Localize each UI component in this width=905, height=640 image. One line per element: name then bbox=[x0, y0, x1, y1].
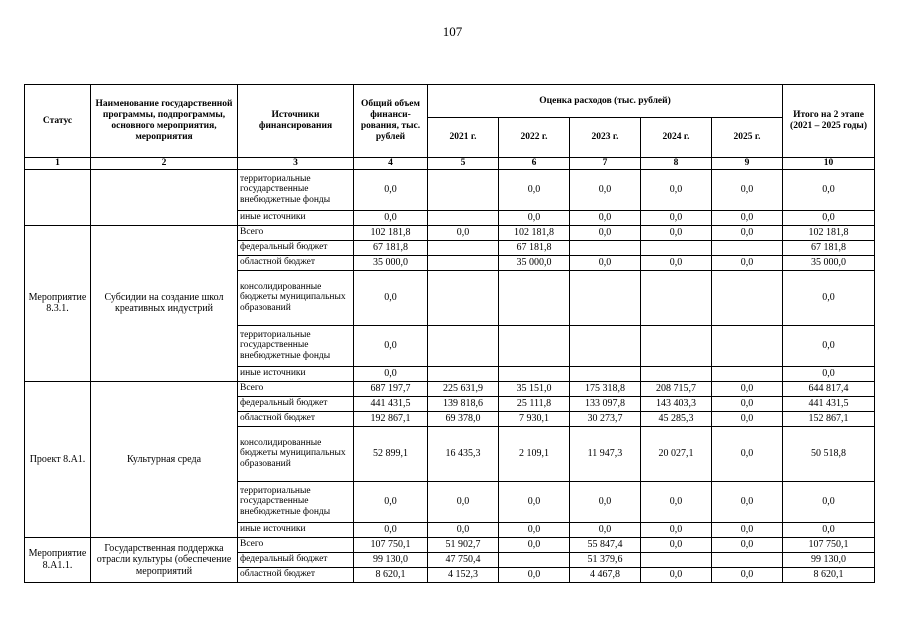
value-cell: 139 818,6 bbox=[428, 396, 499, 411]
value-cell: 35 000,0 bbox=[783, 255, 875, 270]
value-cell: 0,0 bbox=[712, 426, 783, 481]
value-cell: 0,0 bbox=[712, 481, 783, 522]
value-cell bbox=[712, 366, 783, 381]
header-year: 2021 г. bbox=[428, 118, 499, 158]
value-cell: 0,0 bbox=[499, 567, 570, 582]
value-cell: 0,0 bbox=[570, 210, 641, 225]
value-cell: 0,0 bbox=[354, 522, 428, 537]
table-row bbox=[25, 537, 875, 552]
column-number: 6 bbox=[499, 158, 570, 170]
value-cell bbox=[428, 240, 499, 255]
header-year: 2023 г. bbox=[570, 118, 641, 158]
source-cell: консолидированные бюджеты муниципальных образований bbox=[238, 426, 354, 481]
column-number: 2 bbox=[91, 158, 238, 170]
value-cell: 67 181,8 bbox=[354, 240, 428, 255]
value-cell bbox=[499, 552, 570, 567]
source-cell: областной бюджет bbox=[238, 411, 354, 426]
value-cell: 0,0 bbox=[499, 210, 570, 225]
value-cell: 441 431,5 bbox=[783, 396, 875, 411]
source-cell: иные источники bbox=[238, 366, 354, 381]
source-cell: территориальные государственные внебюджетные фонды bbox=[238, 325, 354, 366]
value-cell bbox=[428, 210, 499, 225]
value-cell bbox=[570, 325, 641, 366]
header-total: Общий объем финанси-рования, тыс. рублей bbox=[354, 85, 428, 158]
value-cell: 55 847,4 bbox=[570, 537, 641, 552]
value-cell bbox=[641, 552, 712, 567]
value-cell: 0,0 bbox=[641, 225, 712, 240]
value-cell bbox=[499, 270, 570, 325]
header-year: 2024 г. bbox=[641, 118, 712, 158]
value-cell: 687 197,7 bbox=[354, 381, 428, 396]
value-cell: 0,0 bbox=[641, 255, 712, 270]
value-cell: 4 152,3 bbox=[428, 567, 499, 582]
column-numbers-row bbox=[25, 158, 875, 170]
value-cell bbox=[712, 240, 783, 255]
value-cell: 8 620,1 bbox=[354, 567, 428, 582]
name-cell: Субсидии на создание школ креативных индустрий bbox=[91, 225, 238, 381]
value-cell: 0,0 bbox=[570, 255, 641, 270]
value-cell: 99 130,0 bbox=[354, 552, 428, 567]
value-cell: 67 181,8 bbox=[499, 240, 570, 255]
value-cell: 0,0 bbox=[783, 169, 875, 210]
value-cell: 175 318,8 bbox=[570, 381, 641, 396]
header-stage-total: Итого на 2 этапе (2021 – 2025 годы) bbox=[783, 85, 875, 158]
value-cell: 208 715,7 bbox=[641, 381, 712, 396]
value-cell: 0,0 bbox=[712, 522, 783, 537]
column-number: 5 bbox=[428, 158, 499, 170]
value-cell: 69 378,0 bbox=[428, 411, 499, 426]
value-cell: 0,0 bbox=[783, 522, 875, 537]
value-cell: 0,0 bbox=[570, 522, 641, 537]
column-number: 9 bbox=[712, 158, 783, 170]
value-cell: 0,0 bbox=[712, 396, 783, 411]
page-number: 107 bbox=[442, 24, 463, 39]
column-number: 3 bbox=[238, 158, 354, 170]
value-cell: 0,0 bbox=[499, 537, 570, 552]
source-cell: иные источники bbox=[238, 210, 354, 225]
name-cell: Государственная поддержка отрасли культуры (обеспечение мероприятий bbox=[91, 537, 238, 582]
value-cell bbox=[712, 552, 783, 567]
status-cell: Проект 8.А1. bbox=[25, 381, 91, 537]
value-cell: 11 947,3 bbox=[570, 426, 641, 481]
value-cell: 0,0 bbox=[354, 366, 428, 381]
source-cell: территориальные государственные внебюджетные фонды bbox=[238, 481, 354, 522]
column-number: 10 bbox=[783, 158, 875, 170]
value-cell: 0,0 bbox=[499, 481, 570, 522]
value-cell: 0,0 bbox=[712, 411, 783, 426]
value-cell: 2 109,1 bbox=[499, 426, 570, 481]
value-cell: 441 431,5 bbox=[354, 396, 428, 411]
value-cell: 45 285,3 bbox=[641, 411, 712, 426]
budget-table bbox=[24, 84, 875, 583]
value-cell bbox=[499, 325, 570, 366]
value-cell: 7 930,1 bbox=[499, 411, 570, 426]
header-year: 2025 г. bbox=[712, 118, 783, 158]
value-cell: 0,0 bbox=[712, 225, 783, 240]
source-cell: территориальные государственные внебюджетные фонды bbox=[238, 169, 354, 210]
value-cell: 0,0 bbox=[641, 481, 712, 522]
value-cell: 0,0 bbox=[783, 325, 875, 366]
value-cell: 0,0 bbox=[354, 481, 428, 522]
header-year: 2022 г. bbox=[499, 118, 570, 158]
value-cell: 35 000,0 bbox=[354, 255, 428, 270]
value-cell: 25 111,8 bbox=[499, 396, 570, 411]
value-cell bbox=[641, 240, 712, 255]
column-number: 7 bbox=[570, 158, 641, 170]
value-cell: 0,0 bbox=[570, 169, 641, 210]
value-cell: 0,0 bbox=[783, 270, 875, 325]
value-cell: 0,0 bbox=[712, 567, 783, 582]
value-cell: 35 000,0 bbox=[499, 255, 570, 270]
value-cell: 0,0 bbox=[428, 225, 499, 240]
value-cell: 0,0 bbox=[783, 366, 875, 381]
header-estimate: Оценка расходов (тыс. рублей) bbox=[428, 85, 783, 118]
source-cell: Всего bbox=[238, 381, 354, 396]
source-cell: Всего bbox=[238, 537, 354, 552]
value-cell: 107 750,1 bbox=[783, 537, 875, 552]
value-cell: 0,0 bbox=[712, 169, 783, 210]
value-cell bbox=[428, 255, 499, 270]
source-cell: областной бюджет bbox=[238, 255, 354, 270]
value-cell bbox=[641, 366, 712, 381]
source-cell: Всего bbox=[238, 225, 354, 240]
value-cell: 8 620,1 bbox=[783, 567, 875, 582]
value-cell: 102 181,8 bbox=[783, 225, 875, 240]
value-cell bbox=[499, 366, 570, 381]
table-row bbox=[25, 381, 875, 396]
value-cell: 0,0 bbox=[712, 537, 783, 552]
value-cell: 0,0 bbox=[641, 210, 712, 225]
value-cell: 50 518,8 bbox=[783, 426, 875, 481]
value-cell: 35 151,0 bbox=[499, 381, 570, 396]
status-cell: Мероприятие 8.3.1. bbox=[25, 225, 91, 381]
source-cell: федеральный бюджет bbox=[238, 552, 354, 567]
value-cell: 192 867,1 bbox=[354, 411, 428, 426]
value-cell bbox=[428, 270, 499, 325]
value-cell bbox=[641, 325, 712, 366]
value-cell: 0,0 bbox=[783, 210, 875, 225]
value-cell: 152 867,1 bbox=[783, 411, 875, 426]
value-cell: 0,0 bbox=[783, 481, 875, 522]
value-cell bbox=[712, 270, 783, 325]
column-number: 8 bbox=[641, 158, 712, 170]
value-cell: 0,0 bbox=[641, 169, 712, 210]
value-cell: 16 435,3 bbox=[428, 426, 499, 481]
value-cell: 20 027,1 bbox=[641, 426, 712, 481]
table-row bbox=[25, 225, 875, 240]
value-cell: 51 902,7 bbox=[428, 537, 499, 552]
value-cell: 0,0 bbox=[499, 169, 570, 210]
value-cell bbox=[570, 240, 641, 255]
column-number: 1 bbox=[25, 158, 91, 170]
value-cell: 133 097,8 bbox=[570, 396, 641, 411]
name-cell: Культурная среда bbox=[91, 381, 238, 537]
value-cell: 0,0 bbox=[354, 325, 428, 366]
value-cell: 0,0 bbox=[354, 210, 428, 225]
table-row bbox=[25, 169, 875, 210]
value-cell bbox=[570, 270, 641, 325]
value-cell: 644 817,4 bbox=[783, 381, 875, 396]
header-sources: Источники финансирования bbox=[238, 85, 354, 158]
name-cell bbox=[91, 169, 238, 225]
value-cell: 0,0 bbox=[641, 567, 712, 582]
table-body bbox=[25, 169, 875, 582]
value-cell bbox=[570, 366, 641, 381]
value-cell: 0,0 bbox=[641, 522, 712, 537]
value-cell bbox=[428, 325, 499, 366]
value-cell: 51 379,6 bbox=[570, 552, 641, 567]
value-cell: 102 181,8 bbox=[354, 225, 428, 240]
status-cell bbox=[25, 169, 91, 225]
status-cell: Мероприятие 8.А1.1. bbox=[25, 537, 91, 582]
value-cell: 0,0 bbox=[354, 270, 428, 325]
value-cell: 47 750,4 bbox=[428, 552, 499, 567]
value-cell: 0,0 bbox=[570, 225, 641, 240]
value-cell: 0,0 bbox=[354, 169, 428, 210]
value-cell: 0,0 bbox=[712, 381, 783, 396]
value-cell: 0,0 bbox=[712, 210, 783, 225]
value-cell bbox=[428, 366, 499, 381]
column-number: 4 bbox=[354, 158, 428, 170]
value-cell: 0,0 bbox=[428, 522, 499, 537]
value-cell: 0,0 bbox=[499, 522, 570, 537]
source-cell: иные источники bbox=[238, 522, 354, 537]
value-cell: 225 631,9 bbox=[428, 381, 499, 396]
header-name: Наименование государственной программы, подпрограммы, основного мероприятия, мероприятия bbox=[91, 85, 238, 158]
value-cell: 4 467,8 bbox=[570, 567, 641, 582]
value-cell bbox=[712, 325, 783, 366]
source-cell: консолидированные бюджеты муниципальных образований bbox=[238, 270, 354, 325]
value-cell: 99 130,0 bbox=[783, 552, 875, 567]
source-cell: федеральный бюджет bbox=[238, 396, 354, 411]
value-cell: 143 403,3 bbox=[641, 396, 712, 411]
value-cell bbox=[428, 169, 499, 210]
source-cell: областной бюджет bbox=[238, 567, 354, 582]
value-cell: 0,0 bbox=[570, 481, 641, 522]
value-cell: 102 181,8 bbox=[499, 225, 570, 240]
value-cell: 107 750,1 bbox=[354, 537, 428, 552]
value-cell: 0,0 bbox=[712, 255, 783, 270]
header-status: Статус bbox=[25, 85, 91, 158]
value-cell: 0,0 bbox=[641, 537, 712, 552]
value-cell: 30 273,7 bbox=[570, 411, 641, 426]
value-cell: 0,0 bbox=[428, 481, 499, 522]
value-cell bbox=[641, 270, 712, 325]
source-cell: федеральный бюджет bbox=[238, 240, 354, 255]
value-cell: 52 899,1 bbox=[354, 426, 428, 481]
value-cell: 67 181,8 bbox=[783, 240, 875, 255]
